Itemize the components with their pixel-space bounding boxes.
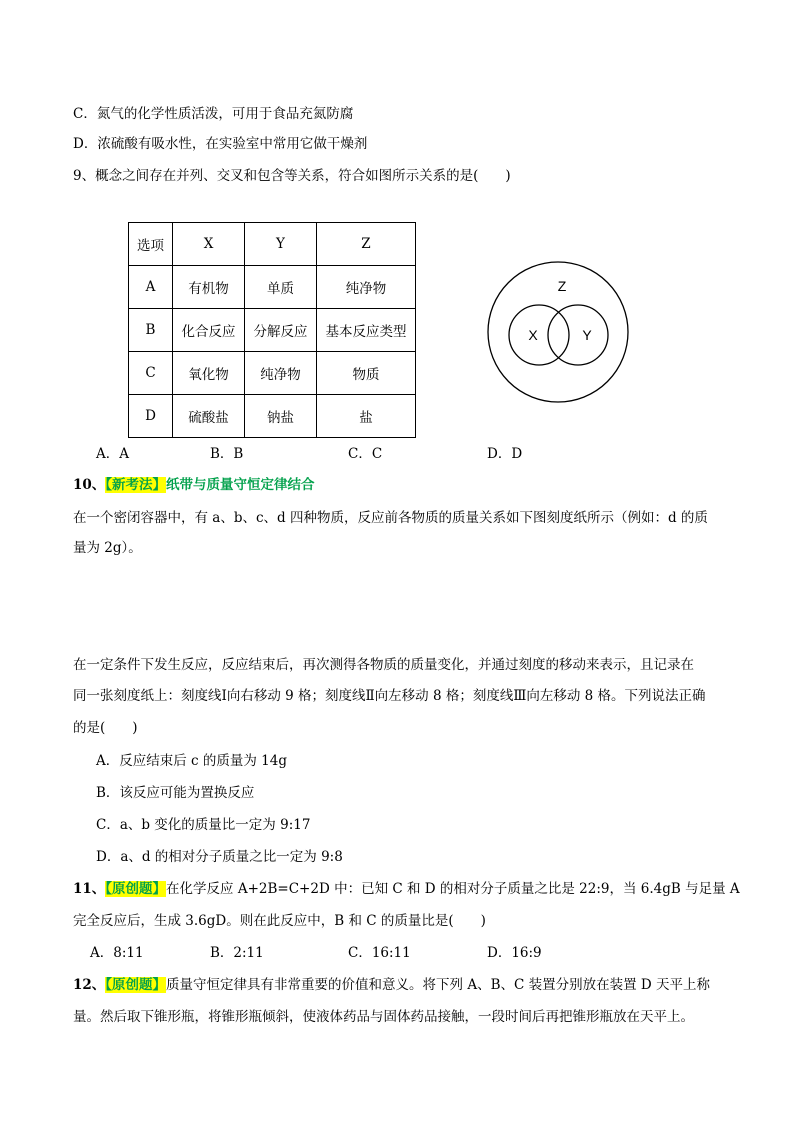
question-text: 质量守恒定律具有非常重要的价值和意义。将下列 A、B、C 装置分别放在装置 D 天平上称: [166, 977, 711, 993]
question-number: 10、: [73, 477, 106, 493]
question-12-stem: [73, 975, 710, 995]
q10-option-b[interactable]: B．该反应可能为置换反应: [96, 785, 255, 801]
table-cell: D: [129, 395, 173, 438]
table-cell: B: [129, 309, 173, 352]
venn-label-x: X: [528, 327, 538, 343]
table-cell: X: [173, 223, 245, 266]
table-cell: 纯净物: [245, 352, 317, 395]
question-tag: 【新考法】: [105, 477, 167, 493]
question-12-text: 量。然后取下锥形瓶，将锥形瓶倾斜，使液体药品与固体药品接触，一段时间后再把锥形瓶放在天平上。: [73, 1009, 694, 1025]
table-cell: 单质: [245, 266, 317, 309]
question-10-title: [73, 475, 315, 495]
question-10-text: 的是( ): [73, 720, 138, 736]
table-row: [129, 352, 416, 395]
q10-option-a[interactable]: A．反应结束后 c 的质量为 14g: [96, 753, 288, 769]
table-cell: 纯净物: [317, 266, 416, 309]
table-header-row: [129, 223, 416, 266]
table-row: [129, 266, 416, 309]
table-cell: Z: [317, 223, 416, 266]
table-cell: Y: [245, 223, 317, 266]
q9-choice-d[interactable]: D．D: [487, 446, 523, 462]
question-number: 11、: [73, 881, 106, 897]
question-number: 12、: [73, 977, 106, 993]
q11-choice-b[interactable]: B．2:11: [210, 945, 264, 961]
q11-choice-c[interactable]: C．16:11: [348, 945, 411, 961]
venn-right-circle: [548, 305, 608, 365]
table-row: [129, 395, 416, 438]
option-d-text: D．浓硫酸有吸水性，在实验室中常用它做干燥剂: [73, 136, 368, 152]
table-cell: C: [129, 352, 173, 395]
question-11-text: 完全反应后，生成 3.6gD。则在此反应中，B 和 C 的质量比是( ): [73, 913, 486, 929]
question-10-text: 在一定条件下发生反应，反应结束后，再次测得各物质的质量变化，并通过刻度的移动来表示，且记录在: [73, 657, 694, 673]
table-cell: 物质: [317, 352, 416, 395]
question-9-stem: 9、概念之间存在并列、交叉和包含等关系，符合如图所示关系的是( ): [73, 168, 511, 184]
question-10-text: 量为 2g）。: [73, 540, 142, 556]
table-cell: 氧化物: [173, 352, 245, 395]
venn-label-z: Z: [557, 278, 567, 294]
table-cell: 化合反应: [173, 309, 245, 352]
table-cell: 基本反应类型: [317, 309, 416, 352]
q9-choice-b[interactable]: B．B: [210, 446, 244, 462]
q9-choice-a[interactable]: A．A: [96, 446, 129, 462]
table-row: [129, 309, 416, 352]
question-text: 在化学反应 A+2B=C+2D 中：已知 C 和 D 的相对分子质量之比是 22:9，当 6.4gB 与足量 A: [166, 881, 740, 897]
question-11-stem: [73, 879, 740, 899]
table-cell: A: [129, 266, 173, 309]
table-cell: 分解反应: [245, 309, 317, 352]
table-cell: 盐: [317, 395, 416, 438]
q11-choice-a[interactable]: A．8:11: [90, 945, 144, 961]
q9-options-table: [128, 222, 416, 438]
option-c-text: C．氮气的化学性质活泼，可用于食品充氮防腐: [73, 106, 354, 122]
question-10-text: 同一张刻度纸上：刻度线Ⅰ向右移动 9 格；刻度线Ⅱ向左移动 8 格；刻度线Ⅲ向左移动 8 格。下列说法正确: [73, 688, 706, 704]
question-10-text: 在一个密闭容器中，有 a、b、c、d 四种物质，反应前各物质的质量关系如下图刻度纸所示（例如：d 的质: [73, 510, 708, 526]
question-tag: 【原创题】: [105, 881, 167, 897]
table-cell: 硫酸盐: [173, 395, 245, 438]
venn-left-circle: [509, 305, 569, 365]
q10-option-c[interactable]: C．a、b 变化的质量比一定为 9:17: [96, 817, 311, 833]
venn-diagram: [484, 258, 632, 406]
venn-label-y: Y: [582, 327, 592, 343]
question-topic: 纸带与质量守恒定律结合: [166, 477, 315, 493]
table-cell: 钠盐: [245, 395, 317, 438]
question-tag: 【原创题】: [105, 977, 167, 993]
q11-choice-d[interactable]: D．16:9: [487, 945, 542, 961]
table-cell: 有机物: [173, 266, 245, 309]
q10-option-d[interactable]: D．a、d 的相对分子质量之比一定为 9:8: [96, 849, 343, 865]
table-cell: 选项: [129, 223, 173, 266]
q9-choice-c[interactable]: C．C: [348, 446, 383, 462]
